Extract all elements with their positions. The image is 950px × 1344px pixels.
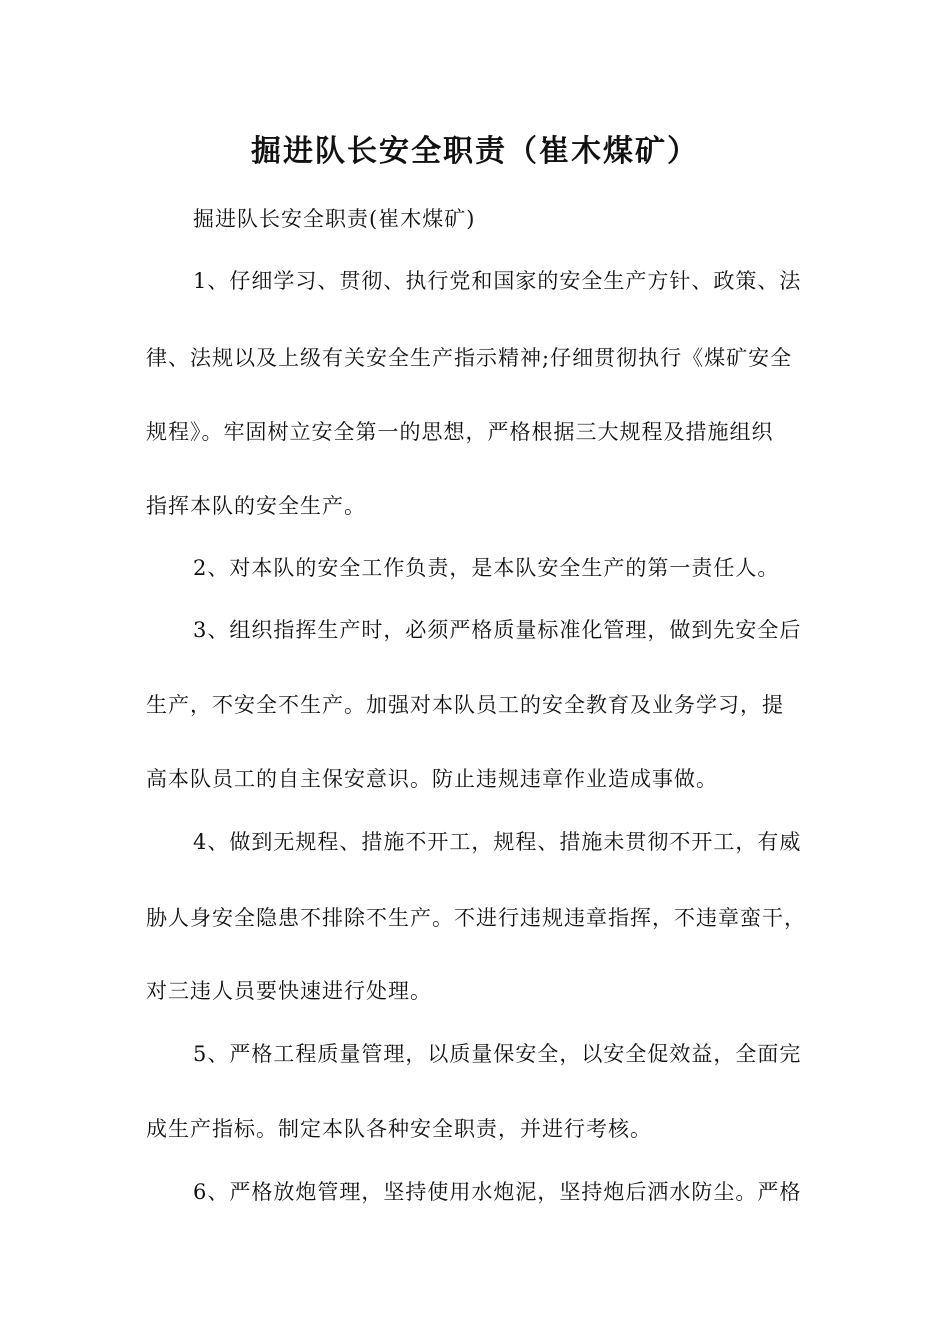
paragraph-line: 1、仔细学习、贯彻、执行党和国家的安全生产方针、政策、法: [193, 269, 802, 293]
document-title: 掘进队长安全职责（崔木煤矿）: [251, 134, 699, 169]
paragraph-line: 指挥本队的安全生产。: [146, 494, 366, 518]
paragraph-line: 6、严格放炮管理，坚持使用水炮泥，坚持炮后洒水防尘。严格: [193, 1180, 802, 1204]
paragraph-line: 胁人身安全隐患不排除不生产。不进行违规违章指挥，不违章蛮干，: [146, 906, 806, 930]
subtitle-line: 掘进队长安全职责(崔木煤矿): [193, 207, 476, 231]
paragraph-line: 高本队员工的自主保安意识。防止违规违章作业造成事做。: [146, 767, 718, 791]
paragraph-line: 生产，不安全不生产。加强对本队员工的安全教育及业务学习，提: [146, 693, 784, 717]
paragraph-line: 对三违人员要快速进行处理。: [146, 979, 432, 1003]
paragraph-line: 3、组织指挥生产时，必须严格质量标准化管理，做到先安全后: [193, 618, 802, 642]
paragraph-line: 规程》。牢固树立安全第一的思想，严格根据三大规程及措施组织: [146, 420, 774, 444]
paragraph-line: 成生产指标。制定本队各种安全职责，并进行考核。: [146, 1117, 652, 1141]
paragraph-line: 5、严格工程质量管理，以质量保安全，以安全促效益，全面完: [193, 1042, 802, 1066]
paragraph-line: 4、做到无规程、措施不开工，规程、措施未贯彻不开工，有威: [193, 830, 802, 854]
paragraph-line: 律、法规以及上级有关安全生产指示精神;仔细贯彻执行《煤矿安全: [146, 346, 793, 370]
paragraph-line: 2、对本队的安全工作负责，是本队安全生产的第一责任人。: [193, 556, 780, 580]
